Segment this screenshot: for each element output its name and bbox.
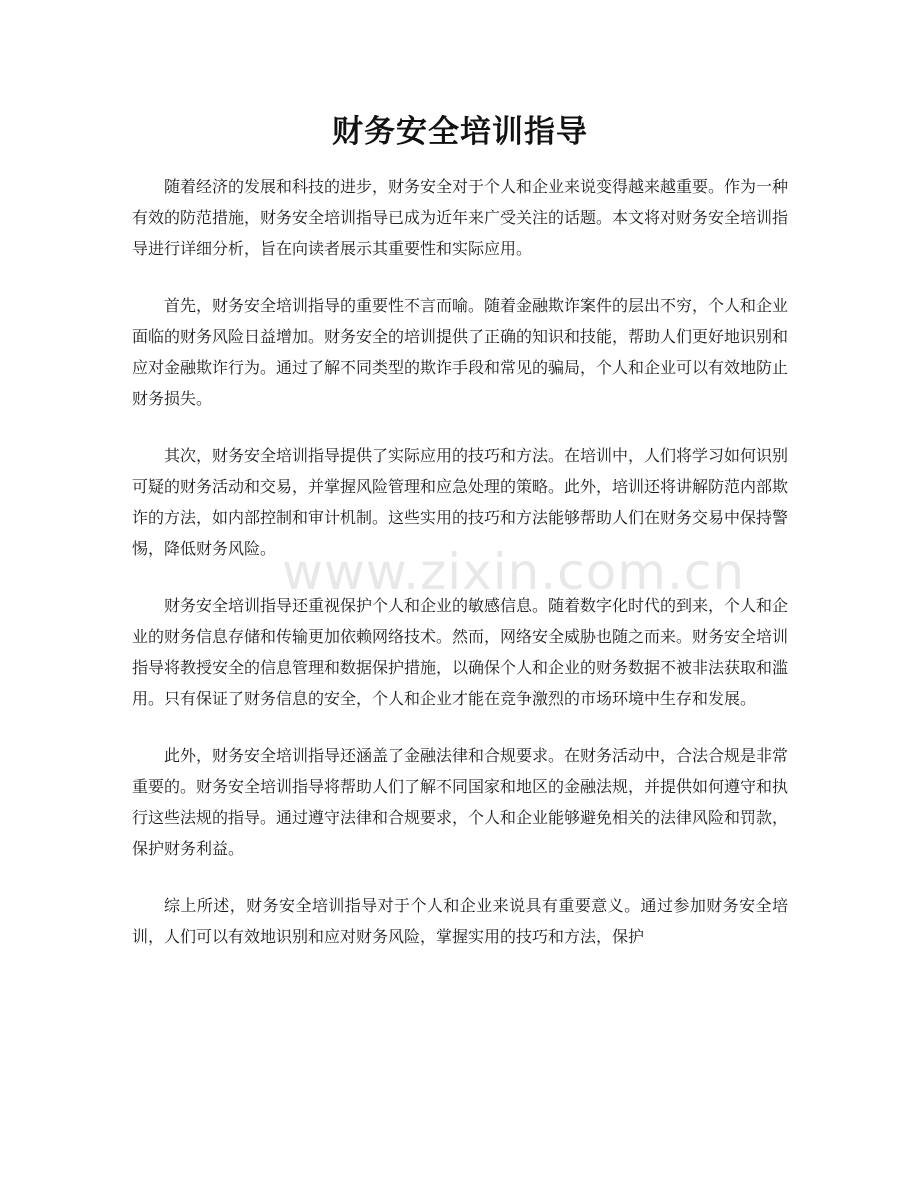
- paragraph-3: 其次，财务安全培训指导提供了实际应用的技巧和方法。在培训中，人们将学习如何识别可疑的财务活动和交易，并掌握风险管理和应急处理的策略。此外，培训还将讲解防范内部欺诈的方法，如内部控制和审计机制。这些实用的技巧和方法能够帮助人们在财务交易中保持警惕，降低财务风险。: [132, 446, 789, 558]
- document-body: [132, 171, 788, 978]
- paragraph-5: 此外，财务安全培训指导还涵盖了金融法律和合规要求。在财务活动中，合法合规是非常重要的。财务安全培训指导将帮助人们了解不同国家和地区的金融法规，并提供如何遵守和执行这些法规的指导。通过遵守法律和合规要求，个人和企业能够避免相关的法律风险和罚款，保护财务利益。: [132, 746, 789, 858]
- page-title: 财务安全培训指导: [332, 114, 588, 150]
- paragraph-2: 首先，财务安全培训指导的重要性不言而喻。随着金融欺诈案件的层出不穷，个人和企业面临的财务风险日益增加。财务安全的培训提供了正确的知识和技能，帮助人们更好地识别和应对金融欺诈行为。通过了解不同类型的欺诈手段和常见的骗局，个人和企业可以有效地防止财务损失。: [132, 296, 789, 408]
- paragraph-6: 综上所述，财务安全培训指导对于个人和企业来说具有重要意义。通过参加财务安全培训，人们可以有效地识别和应对财务风险，掌握实用的技巧和方法，保护: [132, 896, 788, 946]
- paragraph-4: 财务安全培训指导还重视保护个人和企业的敏感信息。随着数字化时代的到来，个人和企业的财务信息存储和传输更加依赖网络技术。然而，网络安全威胁也随之而来。财务安全培训指导将教授安全的信息管理和数据保护措施，以确保个人和企业的财务数据不被非法获取和滥用。只有保证了财务信息的安全，个人和企业才能在竞争激烈的市场环境中生存和发展。: [132, 596, 789, 708]
- watermark-text: www.zixin.com.cn: [282, 543, 746, 601]
- paragraph-1: 随着经济的发展和科技的进步，财务安全对于个人和企业来说变得越来越重要。作为一种有效的防范措施，财务安全培训指导已成为近年来广受关注的话题。本文将对财务安全培训指导进行详细分析，旨在向读者展示其重要性和实际应用。: [132, 177, 789, 258]
